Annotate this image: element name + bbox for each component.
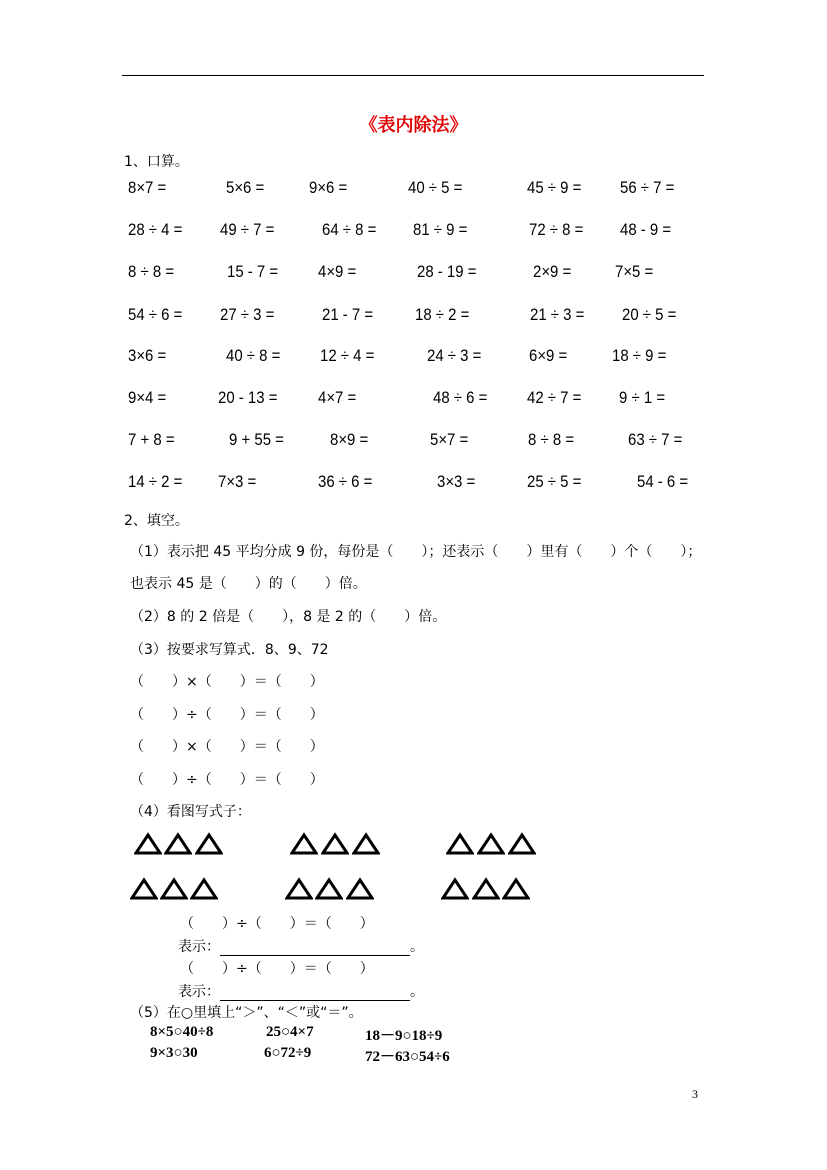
q3-heading: （3）按要求写算式．8、9、72 xyxy=(130,642,329,658)
answer-blank[interactable] xyxy=(220,986,410,1001)
mental-item: 54 - 6 = xyxy=(637,472,689,491)
mental-item: 9 ÷ 1 = xyxy=(619,388,666,407)
page-title: 《表内除法》 xyxy=(359,115,468,136)
mental-item: 3×3 = xyxy=(437,472,476,491)
triangle-row xyxy=(128,877,548,903)
mental-item: 36 ÷ 6 = xyxy=(318,472,373,491)
triangle-icon xyxy=(508,832,536,856)
mental-item: 56 ÷ 7 = xyxy=(620,178,675,197)
mental-row xyxy=(128,305,708,329)
mental-item: 8×9 = xyxy=(330,430,369,449)
mental-item: 72 ÷ 8 = xyxy=(529,220,584,239)
mental-row xyxy=(128,262,708,286)
mental-item: 48 - 9 = xyxy=(620,220,672,239)
q3-equation: （ ）÷（ ）＝（ ） xyxy=(130,772,324,788)
compare-item: 9×3○30 xyxy=(150,1045,198,1061)
mental-item: 48 ÷ 6 = xyxy=(433,388,488,407)
header-rule xyxy=(122,75,704,76)
mental-item: 9×6 = xyxy=(309,178,348,197)
compare-item: 25○4×7 xyxy=(266,1024,314,1040)
mental-item: 2×9 = xyxy=(533,262,572,281)
q3-equation: （ ）÷（ ）＝（ ） xyxy=(130,707,324,723)
answer-blank[interactable] xyxy=(220,941,410,956)
mental-item: 40 ÷ 5 = xyxy=(408,178,463,197)
mental-item: 8×7 = xyxy=(128,178,167,197)
q4-meaning-2 xyxy=(178,981,424,1001)
triangle-icon xyxy=(502,877,530,901)
triangle-icon xyxy=(352,832,380,856)
triangle-icon xyxy=(195,832,223,856)
mental-item: 20 - 13 = xyxy=(218,388,278,407)
mental-item: 54 ÷ 6 = xyxy=(128,305,183,324)
compare-item: 18－9○18÷9 xyxy=(365,1028,443,1044)
q1-line1: （1）表示把 45 平均分成 9 份，每份是（ ）；还表示（ ）里有（ ）个（ ）； xyxy=(130,544,702,560)
mental-row xyxy=(128,388,708,412)
mental-item: 8 ÷ 8 = xyxy=(528,430,575,449)
mental-item: 6×9 = xyxy=(529,346,568,365)
triangle-icon xyxy=(134,832,162,856)
mental-item: 27 ÷ 3 = xyxy=(220,305,275,324)
mental-item: 3×6 = xyxy=(128,346,167,365)
mental-item: 4×7 = xyxy=(318,388,357,407)
mental-item: 12 ÷ 4 = xyxy=(320,346,375,365)
triangle-icon xyxy=(441,877,469,901)
mental-item: 5×6 = xyxy=(226,178,265,197)
compare-item: 6○72÷9 xyxy=(264,1045,312,1061)
q2-text: （2）8 的 2 倍是（ ），8 是 2 的（ ）倍。 xyxy=(130,609,447,625)
q4-heading: （4）看图写式子： xyxy=(130,804,251,820)
mental-item: 28 - 19 = xyxy=(417,262,477,281)
mental-item: 28 ÷ 4 = xyxy=(128,220,183,239)
mental-item: 7×3 = xyxy=(218,472,257,491)
mental-item: 25 ÷ 5 = xyxy=(527,472,582,491)
mental-item: 4×9 = xyxy=(318,262,357,281)
triangle-icon xyxy=(285,877,313,901)
mental-item: 9×4 = xyxy=(128,388,167,407)
mental-row xyxy=(128,178,708,202)
triangle-icon xyxy=(190,877,218,901)
q4-end-mark: 。 xyxy=(410,984,424,1000)
q3-equation: （ ）×（ ）＝（ ） xyxy=(130,739,324,755)
compare-item: 8×5○40÷8 xyxy=(150,1024,214,1040)
page-number: 3 xyxy=(692,1087,698,1101)
triangle-icon xyxy=(164,832,192,856)
q5-heading: （5）在○里填上“＞”、“＜”或“＝”。 xyxy=(130,1005,363,1021)
q4-end-mark: 。 xyxy=(410,939,424,955)
triangle-icon xyxy=(315,877,343,901)
q4-equation-2: （ ）÷（ ）＝（ ） xyxy=(180,961,374,977)
mental-row xyxy=(128,430,708,454)
q3-equation: （ ）×（ ）＝（ ） xyxy=(130,674,324,690)
section1-heading: 1、口算。 xyxy=(124,154,189,170)
mental-item: 64 ÷ 8 = xyxy=(322,220,377,239)
mental-item: 9 + 55 = xyxy=(229,430,284,449)
mental-row xyxy=(128,220,708,244)
q4-equation-1: （ ）÷（ ）＝（ ） xyxy=(180,916,374,932)
mental-item: 8 ÷ 8 = xyxy=(128,262,175,281)
triangle-icon xyxy=(446,832,474,856)
mental-item: 45 ÷ 9 = xyxy=(527,178,582,197)
mental-item: 15 - 7 = xyxy=(227,262,279,281)
mental-item: 81 ÷ 9 = xyxy=(413,220,468,239)
mental-item: 18 ÷ 9 = xyxy=(612,346,667,365)
q4-label: 表示： xyxy=(178,939,220,955)
mental-item: 14 ÷ 2 = xyxy=(128,472,183,491)
triangle-row xyxy=(128,832,548,858)
mental-item: 21 - 7 = xyxy=(322,305,374,324)
q1-line2: 也表示 45 是（ ）的（ ）倍。 xyxy=(130,576,367,592)
mental-item: 21 ÷ 3 = xyxy=(530,305,585,324)
mental-math-grid xyxy=(128,178,708,500)
mental-item: 42 ÷ 7 = xyxy=(527,388,582,407)
section2-heading: 2、填空。 xyxy=(124,513,189,529)
triangle-icon xyxy=(321,832,349,856)
triangle-icon xyxy=(160,877,188,901)
mental-item: 18 ÷ 2 = xyxy=(415,305,470,324)
mental-row xyxy=(128,472,708,496)
mental-item: 7×5 = xyxy=(615,262,654,281)
mental-item: 20 ÷ 5 = xyxy=(622,305,677,324)
mental-item: 40 ÷ 8 = xyxy=(226,346,281,365)
triangle-icon xyxy=(477,832,505,856)
mental-item: 49 ÷ 7 = xyxy=(220,220,275,239)
mental-item: 24 ÷ 3 = xyxy=(427,346,482,365)
mental-row xyxy=(128,346,708,370)
triangle-icon xyxy=(130,877,158,901)
triangle-icon xyxy=(472,877,500,901)
q4-label: 表示： xyxy=(178,984,220,1000)
mental-item: 63 ÷ 7 = xyxy=(628,430,683,449)
compare-item: 72－63○54÷6 xyxy=(365,1049,450,1065)
triangle-icon xyxy=(290,832,318,856)
triangle-icon xyxy=(346,877,374,901)
mental-item: 7 + 8 = xyxy=(128,430,175,449)
mental-item: 5×7 = xyxy=(430,430,469,449)
q4-meaning-1 xyxy=(178,936,424,956)
